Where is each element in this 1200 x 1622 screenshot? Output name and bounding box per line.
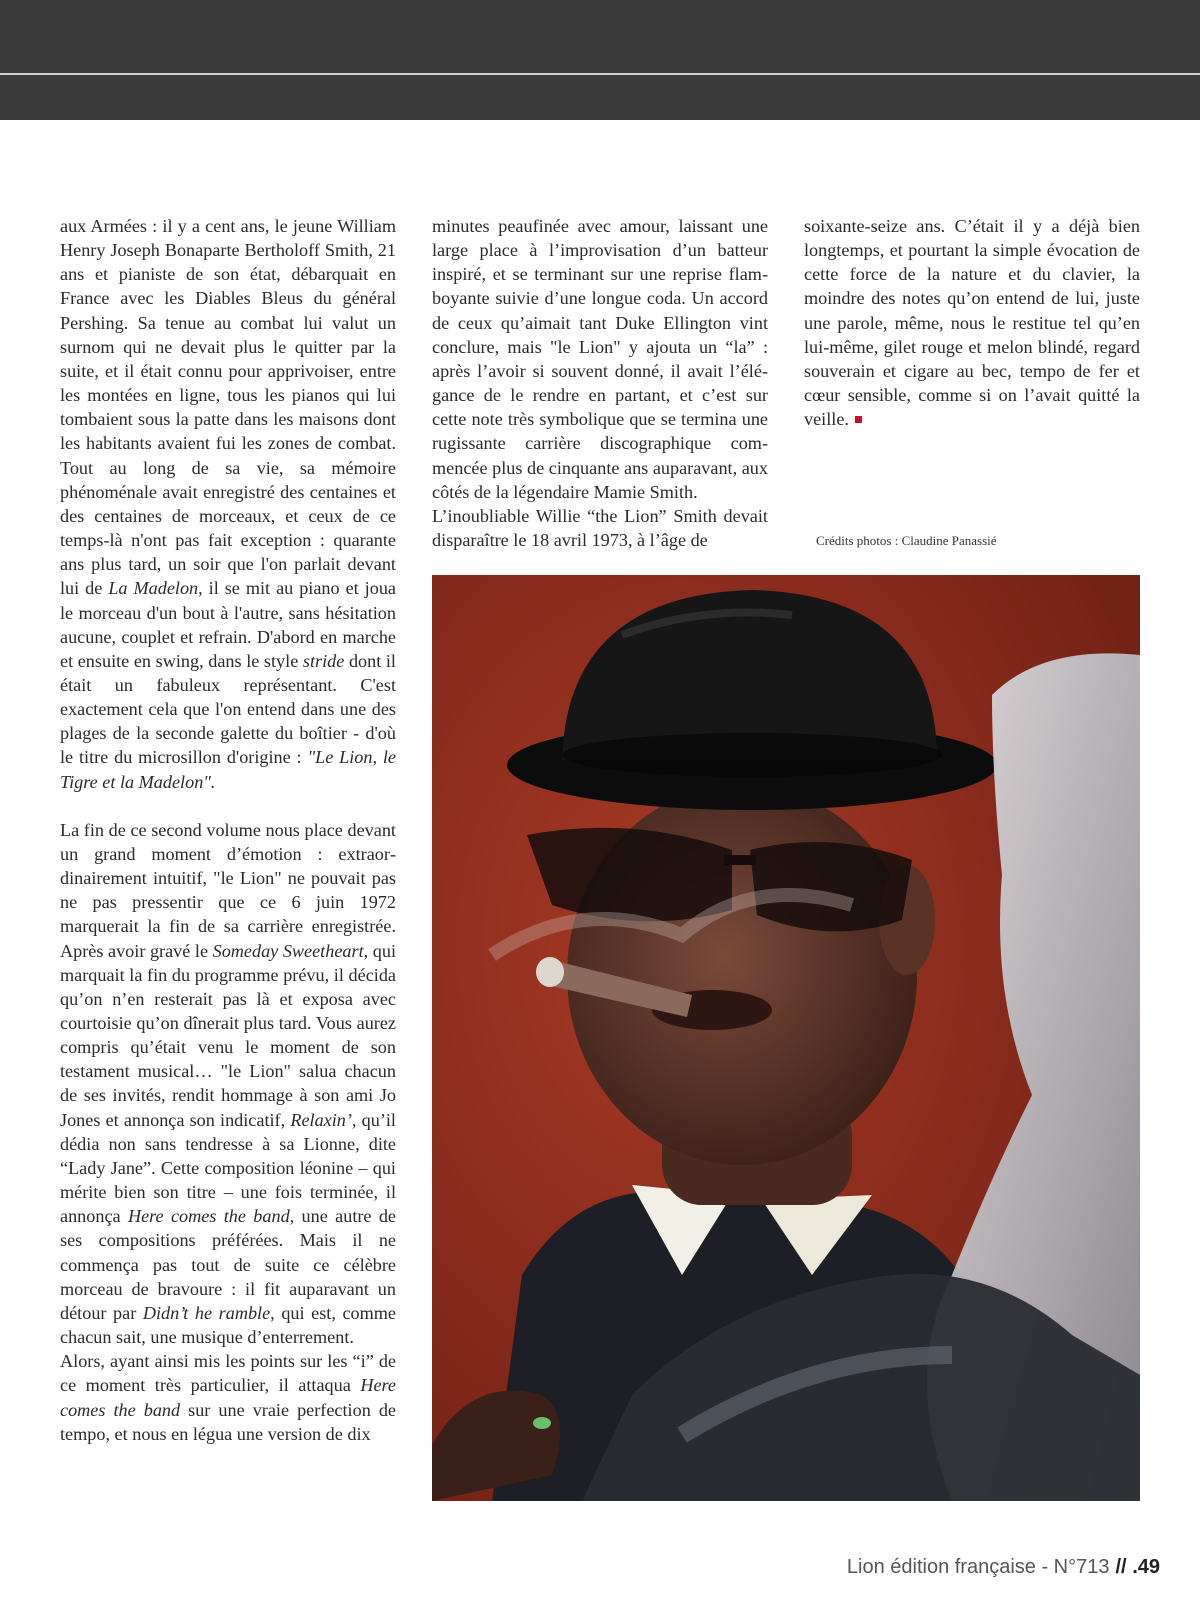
photo-credits: Crédits photos : Claudine Panassié — [816, 533, 997, 548]
paragraph: Alors, ayant ainsi mis les points sur les “i” de ce moment très particulier, il attaqua Here comes the band sur une vraie perfection de tempo, et nous en légua une version de dix — [60, 1351, 396, 1444]
portrait-photo — [432, 575, 1140, 1501]
paragraph: aux Armées : il y a cent ans, le jeune William Henry Joseph Bonaparte Bertholoff Smith, 21 ans et pianiste de son état, débarquait en France avec les Diables Bleus du général Pershing. Sa tenue au combat lui valut un surnom qui ne devait plus le quitter par la suite, et il était connu pour apprivoiser, entre les montées en ligne, tous les pianos qui lui tombaient sous la patte dans les maisons dont les habitants avaient fui les zones de combat. Tout au long de sa vie, sa mémoire phénoménale avait enregistré des centaines et des centaines de morceaux, et ceux de ce temps-là n'ont pas fait exception : quarante ans plus tard, un soir que l'on parlait devant lui de La Madelon, il se mit au piano et joua le morceau d'un bout à l'autre, sans hésitation aucune, couplet et refrain. D'abord en marche et ensuite en swing, dans le style stride dont il était un fabuleux représentant. C'est exactement cela que l'on entend dans une des plages de la seconde galette du boîtier - d'où le titre du microsillon d'origine : "Le Lion, le Tigre et la Madelon". — [60, 216, 396, 792]
page-number: .49 — [1132, 1556, 1160, 1578]
portrait-illustration — [432, 575, 1140, 1501]
folio-separator: // — [1115, 1556, 1127, 1578]
paragraph: L’inoubliable Willie “the Lion” Smith devait disparaître le 18 avril 1973, à l’âge de — [432, 505, 768, 551]
paragraph: minutes peaufinée avec amour, laissant une large place à l’improvisation d’un batteur inspiré, et se terminant sur une reprise flamboyante suivie d’une longue coda. Un accord de ceux qu’aimait tant Duke Ellington vint conclure, mais "le Lion" y ajouta un “la” : après l’avoir si souvent donné, il avait l’élégance de le rendre en partant, et c’est sur cette note très symbolique que se termina une rugissante carrière discographique commencée plus de cinquante ans auparavant, aux côtés de la légendaire Mamie Smith. — [432, 216, 768, 502]
paragraph: soixante-seize ans. C’était il y a déjà bien longtemps, et pourtant la simple évocation de cette force de la nature et du clavier, la moindre des notes qu’on entend de lui, juste une parole, même, nous le restitue tel qu’en lui-même, gilet rouge et melon blindé, regard souverain et cigare au bec, tempo de fer et cœur sensible, comme si on l’avait quitté la veille. — [804, 216, 1140, 430]
paragraph: La fin de ce second volume nous place devant un grand moment d’émotion : extraordinairement intuitif, "le Lion" ne pouvait pas ne pas pressentir que ce 6 juin 1972 marquerait la fin de sa carrière enregistrée. Après avoir gravé le Someday Sweetheart, qui marquait la fin du programme prévu, il décida qu’on n’en resterait pas là et exposa avec courtoisie qu’on dînerait plus tard. Vous aurez compris qu’était venu le moment de son testament musical… "le Lion" salua chacun de ses invités, rendit hommage à son ami Jo Jones et annonça son indicatif, Relaxin’, qu’il dédia non sans tendresse à sa Lionne, dite “Lady Jane”. Cette composition léonine – qui mérite bien son titre – une fois terminée, il annonça Here comes the band, une autre de ses compositions préférées. Mais il ne commença pas tout de suite ce célèbre morceau de bravoure : il fit auparavant un détour par Didn’t he ramble, qui est, comme chacun sait, une musique d’enterrement. — [60, 819, 396, 1348]
end-of-article-mark — [855, 416, 862, 423]
folio — [847, 1556, 1160, 1579]
header-rule — [0, 73, 1200, 75]
article-column-2 — [432, 214, 768, 552]
article-column-3 — [804, 214, 1140, 431]
article-column-1 — [60, 214, 396, 1446]
header-band — [0, 0, 1200, 120]
publication-title: Lion édition française - N°713 — [846, 1556, 1110, 1578]
